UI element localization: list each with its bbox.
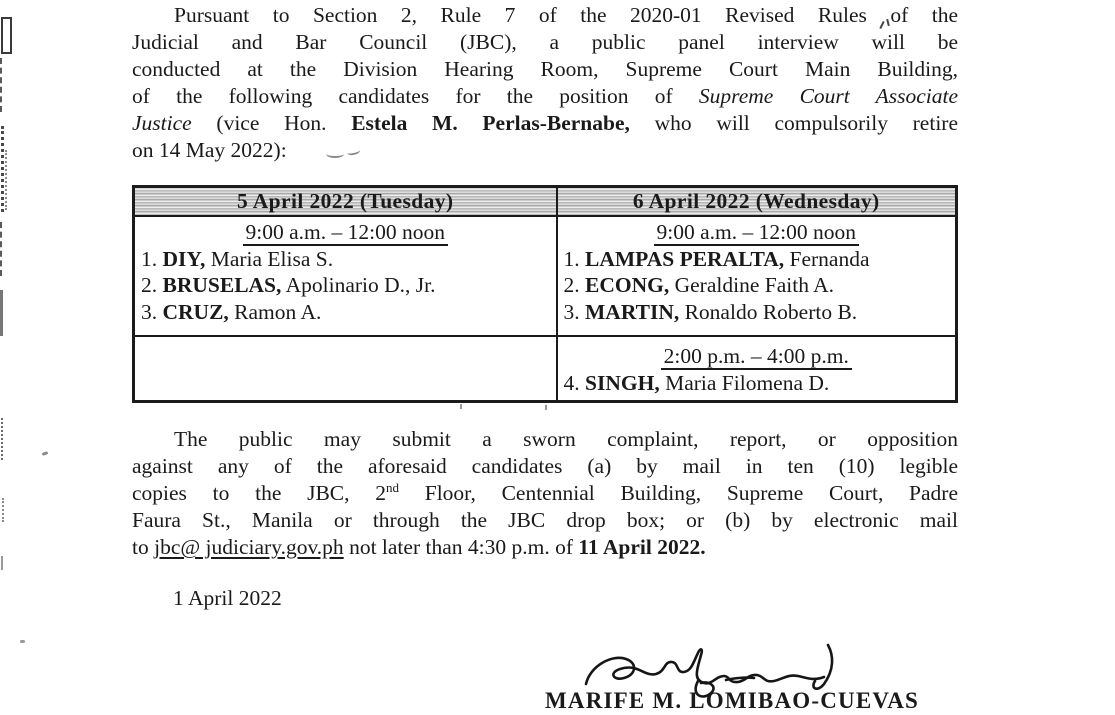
candidate-item [564, 246, 949, 273]
time-slot-label: 9:00 a.m. – 12:00 noon [243, 220, 448, 246]
candidate-given-name: Maria Filomena D. [665, 370, 830, 395]
scan-artifact [1, 17, 12, 54]
candidate-number: 3. [141, 299, 158, 324]
scan-artifact [42, 451, 49, 456]
scan-artifact [1, 556, 3, 570]
position-title-italic: Supreme Court Associate [698, 84, 958, 108]
signature-block [545, 640, 920, 714]
text-line [132, 83, 958, 110]
text-segment: copies to the JBC, 2 [132, 481, 387, 505]
candidate-item [564, 272, 949, 299]
column-header-tuesday: 5 April 2022 (Tuesday) [134, 187, 557, 217]
candidate-item [141, 272, 550, 299]
scan-artifact [0, 290, 3, 336]
candidate-number: 4. [563, 370, 580, 395]
time-slot [564, 343, 949, 370]
jbc-email-address: jbc@ judiciary.gov.ph [154, 535, 344, 559]
table-header-row [134, 187, 957, 217]
time-slot [564, 219, 949, 246]
candidate-surname: CRUZ, [162, 299, 229, 324]
text-line [132, 426, 958, 453]
paragraph-pursuant [132, 2, 958, 164]
text-segment: Faura St., Manila or through the JBC drop box; or (b) by electronic mail [132, 508, 958, 532]
text-segment: who will compulsorily retire [629, 111, 958, 135]
time-slot-label: 9:00 a.m. – 12:00 noon [654, 220, 859, 246]
text-segment: Judicial and Bar Council (JBC), a public panel interview will be [132, 30, 958, 54]
scan-artifact [5, 150, 7, 210]
wednesday-morning-cell [557, 216, 957, 336]
candidate-number: 1. [141, 246, 158, 271]
text-segment: The public may submit a sworn complaint, report, or opposition [174, 427, 958, 451]
text-line [132, 453, 958, 480]
candidate-surname: SINGH, [585, 370, 660, 395]
afternoon-session-row [134, 336, 957, 402]
candidate-given-name: Apolinario D., Jr. [285, 273, 436, 297]
candidate-item [141, 299, 550, 326]
text-segment: of the following candidates for the position of [132, 84, 699, 108]
signatory-name: MARIFE M. LOMIBAO-CUEVAS [545, 688, 920, 713]
candidate-number: 2. [141, 273, 158, 297]
text-line [132, 480, 958, 507]
candidate-given-name: Maria Elisa S. [210, 246, 334, 271]
scan-artifact [0, 222, 2, 276]
candidate-number: 3. [563, 299, 580, 324]
scan-artifact [20, 640, 25, 643]
text-segment: on 14 May 2022): [132, 138, 287, 162]
candidate-surname: LAMPAS PERALTA, [585, 246, 785, 271]
text-line [132, 29, 958, 56]
candidate-surname: BRUSELAS, [162, 273, 282, 297]
text-segment: not later than 4:30 p.m. of [343, 535, 579, 559]
text-segment: Floor, Centennial Building, Supreme Court, Padre [399, 481, 958, 505]
morning-session-row [134, 216, 957, 336]
candidate-number: 1. [563, 246, 580, 271]
text-line [132, 507, 958, 534]
paragraph-public-notice [132, 426, 958, 561]
retiring-justice-name: Estela M. Perlas-Bernabe, [351, 111, 630, 135]
position-title-italic: Justice [132, 111, 192, 135]
candidate-surname: ECONG, [585, 273, 670, 297]
candidate-given-name: Ronaldo Roberto B. [684, 299, 858, 324]
scan-artifact [1, 418, 3, 460]
scan-artifact [1, 126, 4, 212]
scan-artifact [0, 58, 2, 112]
signature-scribble [578, 640, 852, 702]
candidate-given-name: Geraldine Faith A. [674, 273, 835, 297]
candidate-item [564, 370, 949, 397]
scan-artifact [545, 405, 547, 410]
candidate-surname: DIY, [162, 246, 206, 271]
text-segment: Pursuant to Section 2, Rule 7 of the 2020-01 Revised Rules of the [174, 3, 958, 27]
text-segment: conducted at the Division Hearing Room, Supreme Court Main Building, [132, 57, 958, 81]
ordinal-superscript: nd [386, 479, 400, 495]
text-line [132, 534, 958, 561]
candidate-surname: MARTIN, [585, 299, 680, 324]
text-line [132, 110, 958, 137]
text-segment: (vice Hon. [191, 111, 352, 135]
text-line [132, 137, 958, 164]
interview-schedule-table [132, 185, 958, 403]
text-segment: against any of the aforesaid candidates (a) by mail in ten (10) legible [132, 454, 958, 478]
candidate-item [564, 299, 949, 326]
scan-artifact [2, 498, 4, 522]
tuesday-morning-cell [134, 216, 557, 336]
deadline-date: 11 April 2022. [578, 535, 706, 559]
text-line [132, 56, 958, 83]
text-line [132, 2, 958, 29]
time-slot [141, 219, 550, 246]
time-slot-label: 2:00 p.m. – 4:00 p.m. [661, 344, 852, 370]
wednesday-afternoon-cell [557, 336, 957, 402]
text-segment: to [132, 535, 155, 559]
column-header-wednesday: 6 April 2022 (Wednesday) [557, 187, 957, 217]
candidate-given-name: Fernanda [789, 246, 870, 271]
dateline: 1 April 2022 [173, 586, 282, 610]
candidate-number: 2. [563, 273, 580, 297]
candidate-item [141, 246, 550, 273]
empty-cell [134, 336, 557, 402]
candidate-given-name: Ramon A. [234, 299, 322, 324]
scan-artifact [460, 404, 462, 409]
